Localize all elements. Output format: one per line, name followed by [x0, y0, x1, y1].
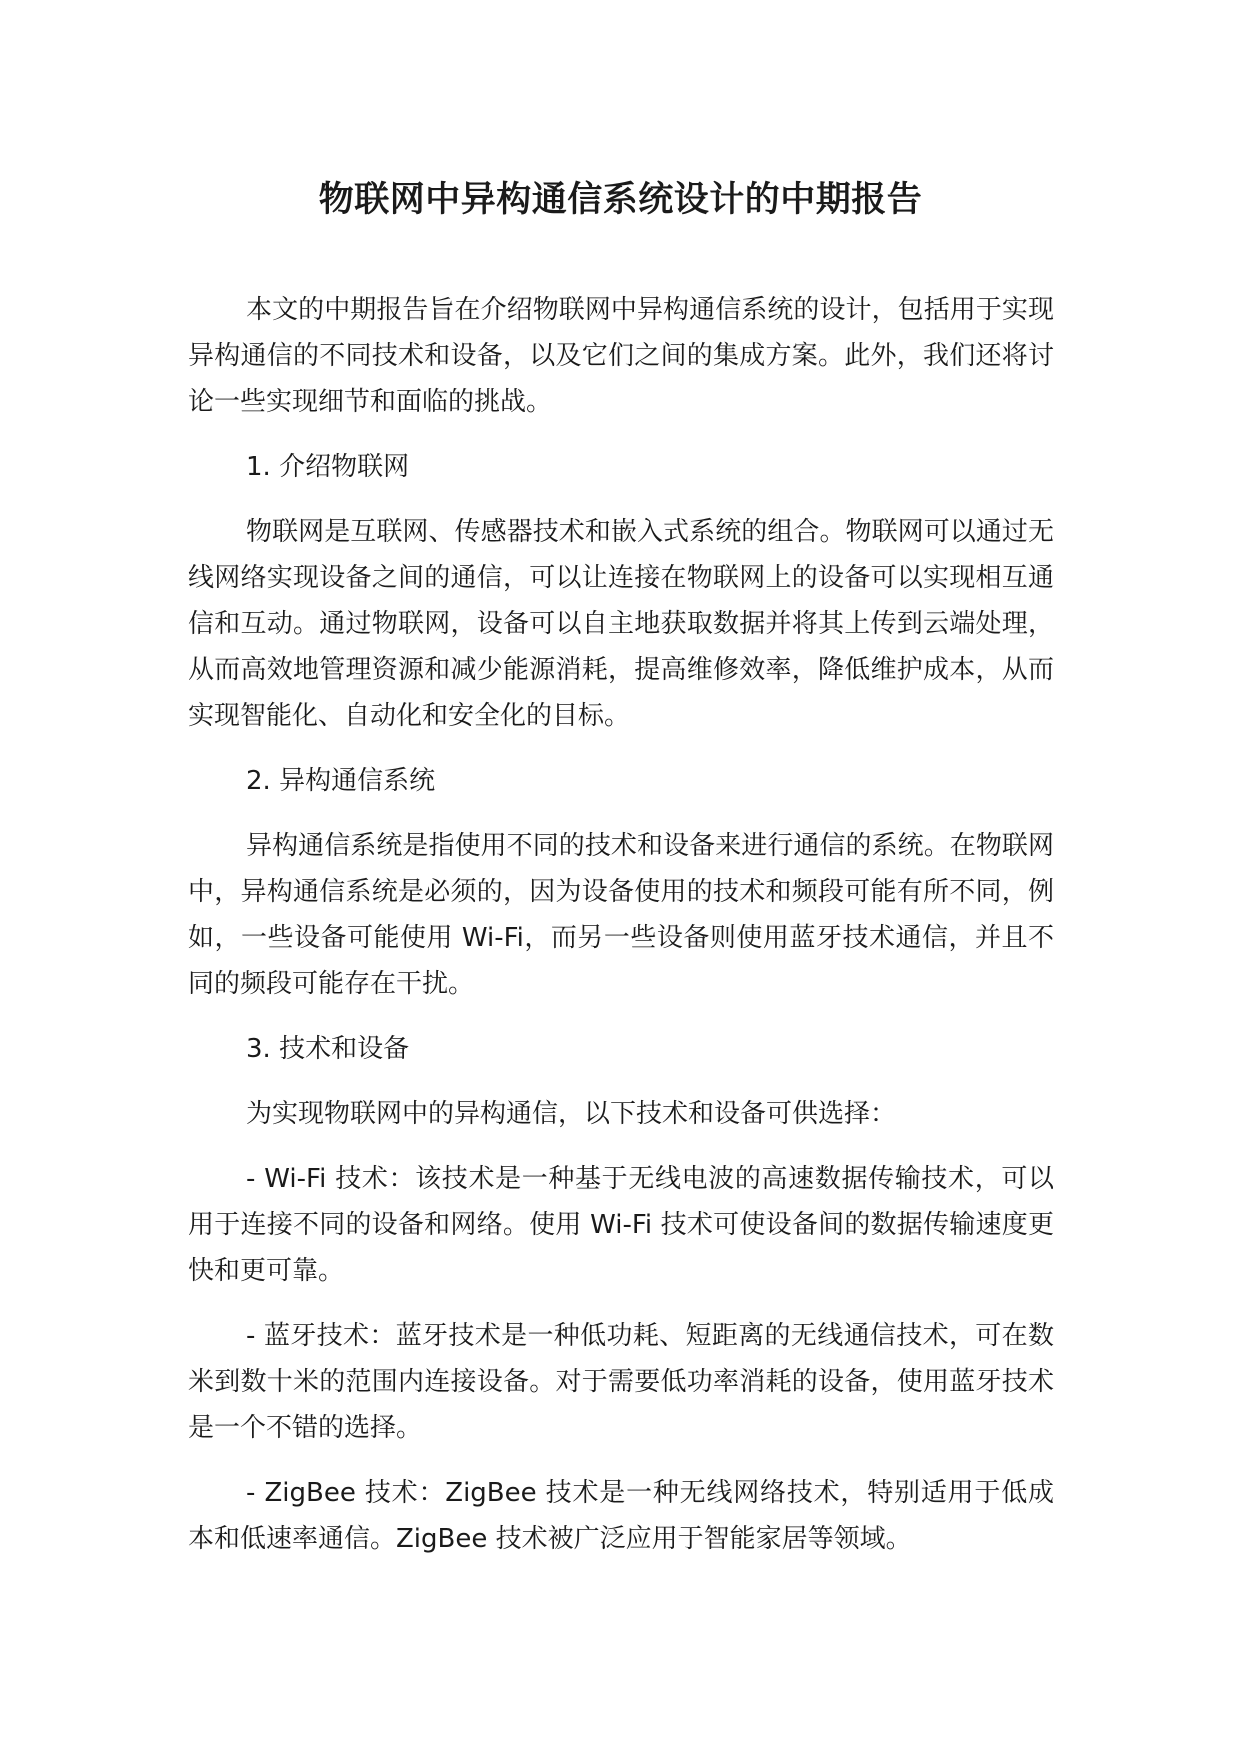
document-body — [188, 287, 1054, 1581]
section-3-intro: 为实现物联网中的异构通信，以下技术和设备可供选择： — [246, 1099, 897, 1129]
section-2-paragraph: 异构通信系统是指使用不同的技术和设备来进行通信的系统。在物联网中，异构通信系统是必须的，因为设备使用的技术和频段可能有所不同，例如，一些设备可能使用 Wi-Fi，而另一些设备则使用蓝牙技术通信，并且不同的频段可能存在干扰。 — [188, 831, 1054, 999]
list-item-zigbee: - ZigBee 技术：ZigBee 技术是一种无线网络技术，特别适用于低成本和低速率通信。ZigBee 技术被广泛应用于智能家居等领域。 — [188, 1478, 1054, 1554]
section-1-paragraph: 物联网是互联网、传感器技术和嵌入式系统的组合。物联网可以通过无线网络实现设备之间的通信，可以让连接在物联网上的设备可以实现相互通信和互动。通过物联网，设备可以自主地获取数据并将其上传到云端处理，从而高效地管理资源和减少能源消耗，提高维修效率，降低维护成本，从而实现智能化、自动化和安全化的目标。 — [188, 517, 1054, 731]
intro-paragraph: 本文的中期报告旨在介绍物联网中异构通信系统的设计，包括用于实现异构通信的不同技术和设备，以及它们之间的集成方案。此外，我们还将讨论一些实现细节和面临的挑战。 — [188, 295, 1054, 417]
list-item-wifi: - Wi-Fi 技术：该技术是一种基于无线电波的高速数据传输技术，可以用于连接不同的设备和网络。使用 Wi-Fi 技术可使设备间的数据传输速度更快和更可靠。 — [188, 1164, 1054, 1286]
list-item-bluetooth: - 蓝牙技术：蓝牙技术是一种低功耗、短距离的无线通信技术，可在数米到数十米的范围内连接设备。对于需要低功率消耗的设备，使用蓝牙技术是一个不错的选择。 — [188, 1321, 1054, 1443]
document-title: 物联网中异构通信系统设计的中期报告 — [318, 180, 923, 220]
section-1-heading: 1. 介绍物联网 — [246, 452, 410, 482]
section-3-heading: 3. 技术和设备 — [246, 1034, 410, 1064]
section-2-heading: 2. 异构通信系统 — [246, 766, 436, 796]
